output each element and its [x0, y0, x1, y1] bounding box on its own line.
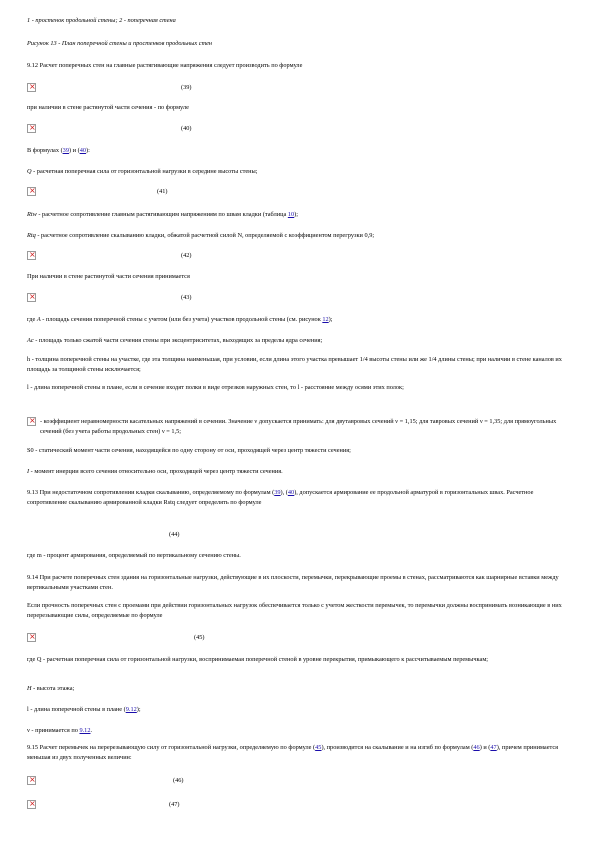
definition-qq: где Q - расчетная поперечная сила от горизонтальной нагрузки, воспринимаемая поперечной стеной в уровне перекрытия, примыкающего к рассчитываемым перемычкам; — [27, 656, 489, 663]
link-formula-39[interactable]: 39 — [62, 147, 69, 154]
link-formula-47[interactable]: 47 — [490, 744, 497, 751]
legend-line: 1 - простенок продольной стены; 2 - поперечная стена — [27, 17, 176, 24]
paragraph-9-14: 9.14 При расчете поперечных стен здания на горизонтальные нагрузки, действующие в их плоскости, перемычки, перекрывающие проемы в стенах, рассматриваются как шарнирные вставки между вертикальными участками стен. — [27, 574, 559, 591]
formula-42 — [27, 251, 575, 263]
formula-47 — [27, 800, 575, 812]
broken-image-icon — [27, 83, 36, 92]
definition-nu: - коэффициент неравномерности касательных напряжений в сечении. Значение ν допускается принимать: для двутавровых сечений ν = 1,15; для тавровых сечений ν = 1,35; для прямоугольных сечений (без учета работы продольных стен) ν = 1,5; — [40, 418, 557, 435]
definition-rtq: Rtq - расчетное сопротивление скалыванию кладки, обжатой расчетной силой N, определяемой с коэффициентом перегрузки 0,9; — [27, 232, 375, 239]
paragraph-9-15: 9.15 Расчет перемычек на перерезывающую силу от горизонтальной нагрузки, определяемую по формуле (45), производится на скалывание и на изгиб по формулам (46) и (47), причем принимается меньшая из двух полученных величин: — [27, 744, 559, 761]
definition-h: h - толщина поперечной стены на участке, где эта толщина наименьшая, при условии, если длина этого участка превышает 1/4 высоты стены или же 1/4 длины стены; при наличии в стене каналов их площадь за толщиной стены исключается; — [27, 356, 562, 373]
link-formula-40[interactable]: 40 — [287, 489, 295, 496]
text-line: В формулах (39) и (40): — [27, 147, 90, 154]
formula-number: (47) — [169, 801, 180, 808]
definition-rtw: Rtw - расчетное сопротивление главным растягивающим напряжениям по швам кладки (таблица 10); — [27, 211, 298, 218]
definition-l: l - длина поперечной стены в плане, если в сечение входят полки в виде отрезков наружных стен, то l - расстояние между осями этих полок; — [27, 384, 404, 391]
broken-image-icon — [27, 800, 36, 809]
formula-number: (45) — [194, 634, 205, 641]
broken-image-icon — [27, 633, 36, 642]
formula-number: (41) — [157, 188, 168, 195]
link-table-10[interactable]: 10 — [287, 211, 295, 218]
definition-i: I - момент инерции всего сечения относительно оси, проходящей через центр тяжести сечения. — [27, 468, 283, 475]
link-formula-39[interactable]: 39 — [274, 489, 281, 496]
definition-hh: H - высота этажа; — [27, 685, 75, 692]
formula-number: (42) — [181, 252, 192, 259]
formula-number: (43) — [181, 294, 192, 301]
broken-image-icon — [27, 187, 36, 196]
figure-caption: Рисунок 13 - План поперечной стены и простенков продольных стен — [27, 40, 213, 47]
formula-39 — [27, 83, 575, 95]
link-9-12[interactable]: 9.12 — [125, 706, 137, 713]
definition-q: Q - расчетная поперечная сила от горизонтальной нагрузки в середине высоты стены; — [27, 168, 258, 175]
broken-image-icon — [27, 417, 36, 426]
definition-s0: S0 - статический момент части сечения, находящейся по одну сторону от оси, проходящей через центр тяжести сечения; — [27, 447, 351, 454]
definition-mu: где m - процент армирования, определяемый по вертикальному сечению стены. — [27, 552, 241, 559]
broken-image-icon — [27, 776, 36, 785]
formula-46 — [27, 776, 575, 788]
paragraph-9-12: 9.12 Расчет поперечных стен на главные растягивающие напряжения следует производить по формуле — [27, 62, 303, 69]
definition-ll: l - длина поперечной стены в плане (9.12); — [27, 706, 141, 713]
paragraph-9-14b: Если прочность поперечных стен с проемами при действии горизонтальных нагрузок обеспечивается только с учетом жесткости перемычек, то перемычки должны воспринимать возникающие в них перерезывающие силы, определяемые по формуле — [27, 602, 562, 619]
formula-43 — [27, 293, 575, 305]
broken-image-icon — [27, 293, 36, 302]
link-formula-40[interactable]: 40 — [79, 147, 86, 154]
text-line: При наличии в стене растянутой части сечения принимается — [27, 273, 190, 280]
formula-44 — [27, 530, 575, 542]
link-formula-46[interactable]: 46 — [473, 744, 480, 751]
formula-number: (40) — [181, 125, 192, 132]
definition-nu2: ν - принимается по 9.12. — [27, 727, 93, 734]
link-figure-12[interactable]: 12 — [322, 316, 329, 323]
formula-number: (46) — [173, 777, 184, 784]
broken-image-icon — [27, 251, 36, 260]
broken-image-icon — [27, 124, 36, 133]
link-formula-45[interactable]: 45 — [315, 744, 322, 751]
link-9-12[interactable]: 9.12 — [79, 727, 91, 734]
text-line: при наличии в стене растянутой части сечения - по формуле — [27, 104, 189, 111]
formula-45 — [27, 633, 575, 645]
definition-ac: Ac - площадь только сжатой части сечения стены при эксцентриситетах, выходящих за пределы ядра сечения; — [27, 337, 323, 344]
formula-41 — [27, 187, 575, 199]
formula-number: (39) — [181, 84, 192, 91]
definition-a: где A - площадь сечения поперечной стены с учетом (или без учета) участков продольной стены (см. рисунок 12); — [27, 316, 333, 323]
paragraph-9-13: 9.13 При недостаточном сопротивлении кладки скалыванию, определяемому по формулам (39), (40), допускается армирование ее продольной арматурой в горизонтальных швах. Расчетное сопротивление скалыванию армированной кладки Rstq следует определять по формуле — [27, 489, 534, 506]
formula-number: (44) — [169, 531, 180, 538]
formula-40 — [27, 124, 575, 136]
